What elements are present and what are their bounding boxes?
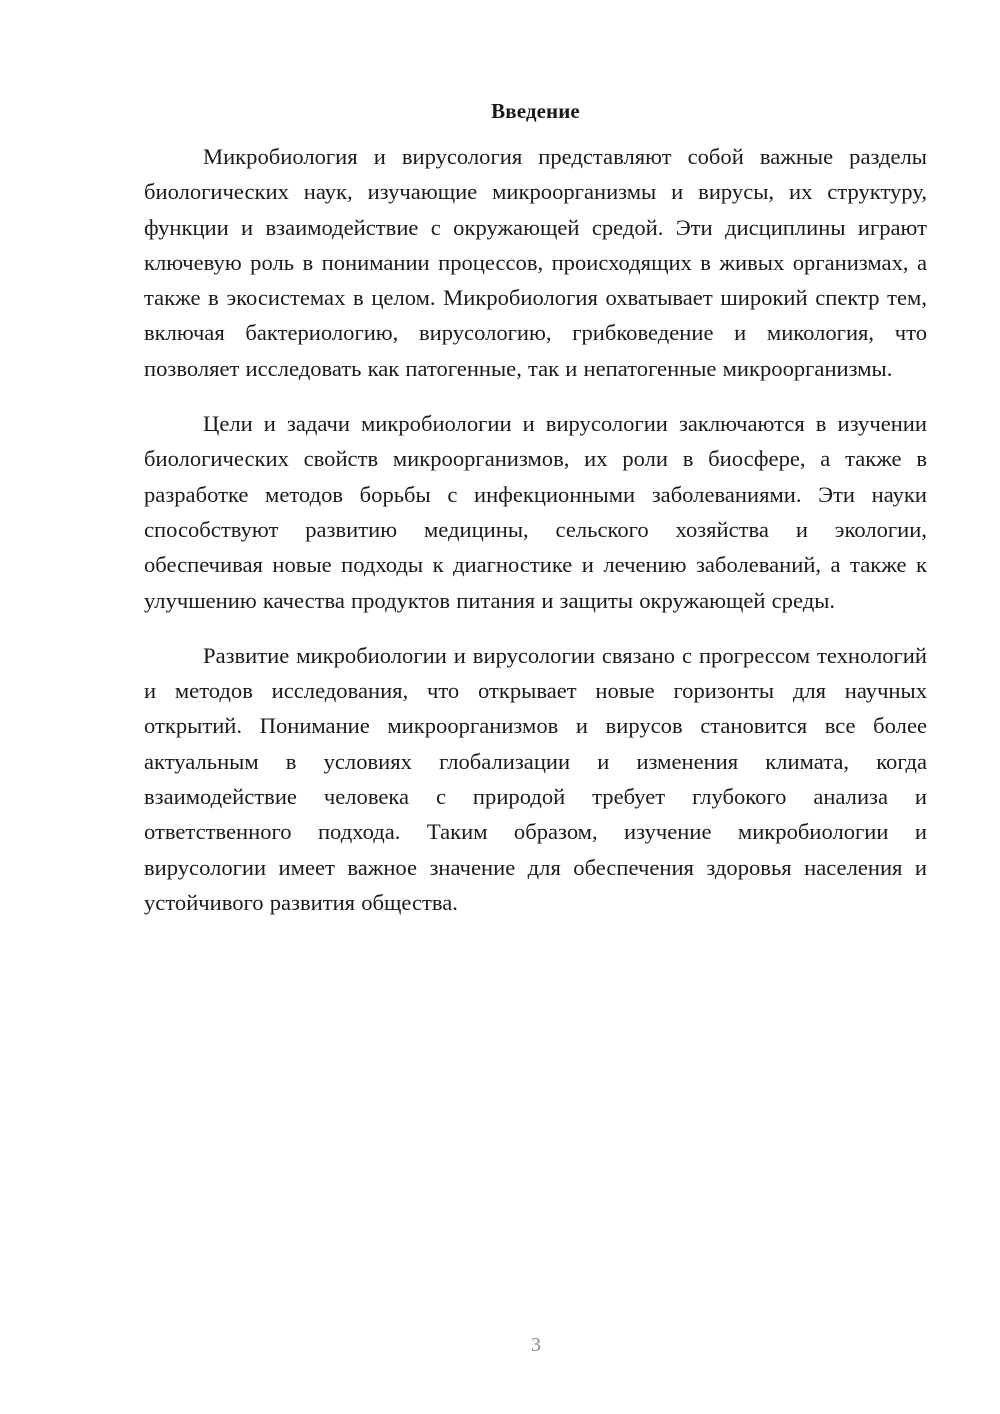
section-heading: Введение xyxy=(491,99,580,123)
paragraph-3: Развитие микробиологии и вирусологии связано с прогрессом технологий и методов исследования, что открывает новые горизонты для научных открытий. Понимание микроорганизмов и вирусов становится все более актуальным в условиях глобализации и изменения климата, когда взаимодействие человека с природой требует глубокого анализа и ответственного подхода. Таким образом, изучение микробиологии и вирусологии имеет важное значение для обеспечения здоровья населения и устойчивого развития общества. xyxy=(144,642,927,915)
page-content xyxy=(144,96,927,940)
page-number: 3 xyxy=(531,1334,541,1356)
paragraph-2: Цели и задачи микробиологии и вирусологии заключаются в изучении биологических свойств микроорганизмов, их роли в биосфере, а также в разработке методов борьбы с инфекционными заболеваниями. Эти науки способствуют развитию медицины, сельского хозяйства и экологии, обеспечивая новые подходы к диагностике и лечению заболеваний, а также к улучшению качества продуктов питания и защиты окружающей среды. xyxy=(144,411,927,613)
paragraph-1: Микробиология и вирусология представляют собой важные разделы биологических наук, изучающие микроорганизмы и вирусы, их структуру, функции и взаимодействие с окружающей средой. Эти дисциплины играют ключевую роль в понимании процессов, происходящих в живых организмах, а также в экосистемах в целом. Микробиология охватывает широкий спектр тем, включая бактериологию, вирусологию, грибковедение и микология, что позволяет исследовать как патогенные, так и непатогенные микроорганизмы. xyxy=(144,144,927,381)
